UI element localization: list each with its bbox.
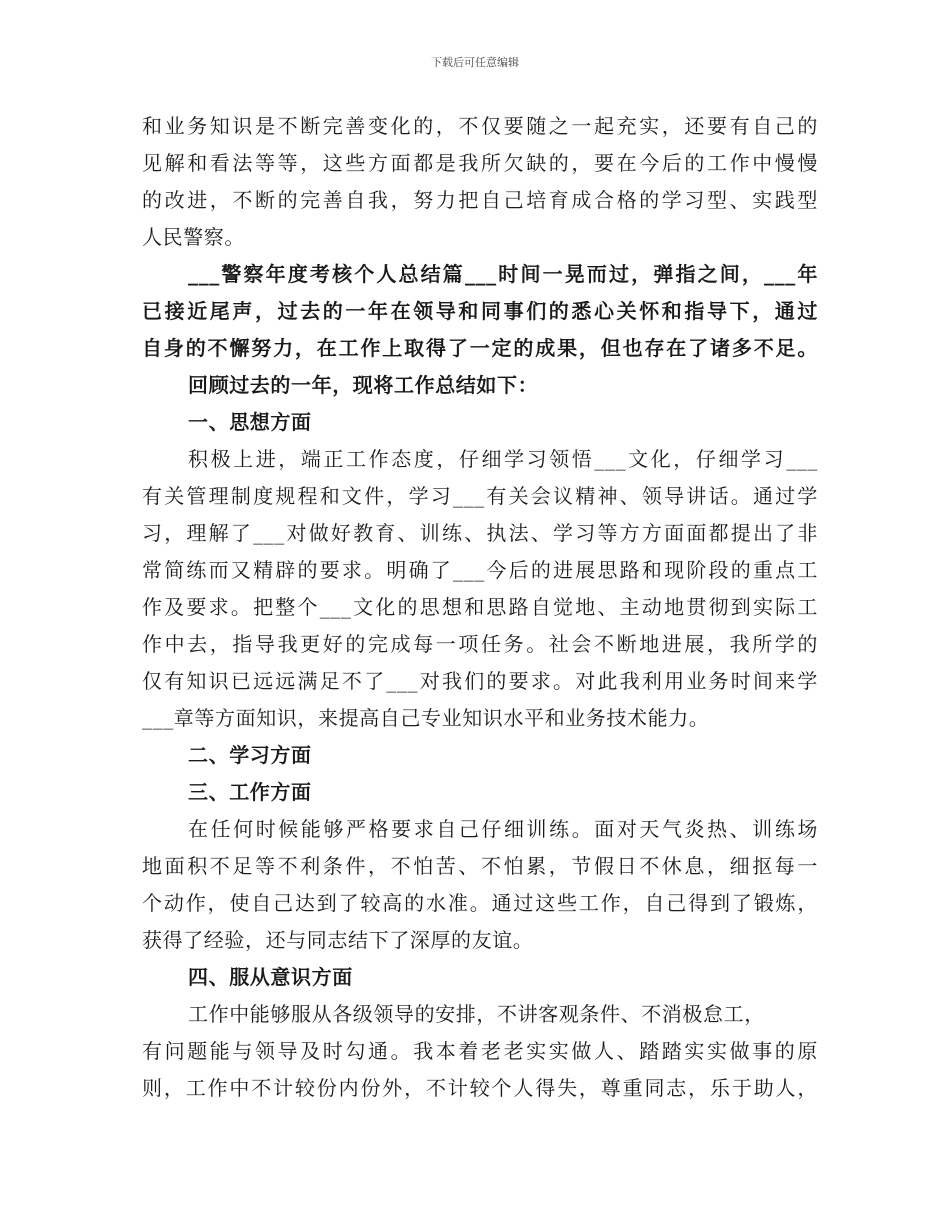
- section-heading: 三、工作方面: [188, 780, 312, 804]
- text-line: 有关管理制度规程和文件，学习___有关会议精神、领导讲话。通过学: [142, 484, 818, 508]
- text-line: ___章等方面知识，来提高自己专业知识水平和业务技术能力。: [142, 706, 710, 730]
- text-line: ___警察年度考核个人总结篇___时间一晃而过，弹指之间，___年: [188, 262, 818, 286]
- text-line: 在任何时候能够严格要求自己仔细训练。面对天气炎热、训练场: [188, 817, 818, 841]
- text-line: 见解和看法等等，这些方面都是我所欠缺的，要在今后的工作中慢慢: [142, 151, 818, 175]
- text-line: 获得了经验，还与同志结下了深厚的友谊。: [142, 928, 534, 952]
- text-line: 习，理解了___对做好教育、训练、执法、学习等方方面面都提出了非: [142, 521, 818, 545]
- text-line: 工作中能够服从各级领导的安排，不讲客观条件、不消极怠工，: [188, 1002, 765, 1026]
- section-heading: 一、思想方面: [188, 410, 312, 434]
- document-body: [142, 108, 818, 1107]
- text-line: 个动作，使自己达到了较高的水准。通过这些工作，自己得到了锻炼，: [142, 891, 818, 915]
- text-line: 有问题能与领导及时勾通。我本着老老实实做人、踏踏实实做事的原: [142, 1039, 818, 1063]
- text-line: 地面积不足等不利条件，不怕苦、不怕累，节假日不休息，细抠每一: [142, 854, 818, 878]
- section-heading: 四、服从意识方面: [188, 965, 353, 989]
- text-line: 已接近尾声，过去的一年在领导和同事们的悉心关怀和指导下，通过: [142, 299, 818, 323]
- text-line: 常简练而又精辟的要求。明确了___今后的进展思路和现阶段的重点工: [142, 558, 818, 582]
- page-header: 下载后可任意编辑: [431, 56, 519, 69]
- text-line: 的改进，不断的完善自我，努力把自己培育成合格的学习型、实践型: [142, 188, 818, 212]
- text-line: 回顾过去的一年，现将工作总结如下：: [188, 373, 539, 397]
- text-line: 和业务知识是不断完善变化的，不仅要随之一起充实，还要有自己的: [142, 114, 818, 138]
- text-line: 则，工作中不计较份内份外，不计较个人得失，尊重同志，乐于助人，: [142, 1076, 818, 1100]
- text-line: 人民警察。: [142, 225, 245, 249]
- section-heading: 二、学习方面: [188, 743, 312, 767]
- text-line: 仅有知识已远远满足不了___对我们的要求。对此我利用业务时间来学: [142, 669, 818, 693]
- text-line: 自身的不懈努力，在工作上取得了一定的成果，但也存在了诸多不足。: [142, 336, 818, 360]
- text-line: 作中去，指导我更好的完成每一项任务。社会不断地进展，我所学的: [142, 632, 818, 656]
- text-line: 作及要求。把整个___文化的思想和思路自觉地、主动地贯彻到实际工: [142, 595, 818, 619]
- text-line: 积极上进，端正工作态度，仔细学习领悟___文化，仔细学习___: [188, 447, 818, 471]
